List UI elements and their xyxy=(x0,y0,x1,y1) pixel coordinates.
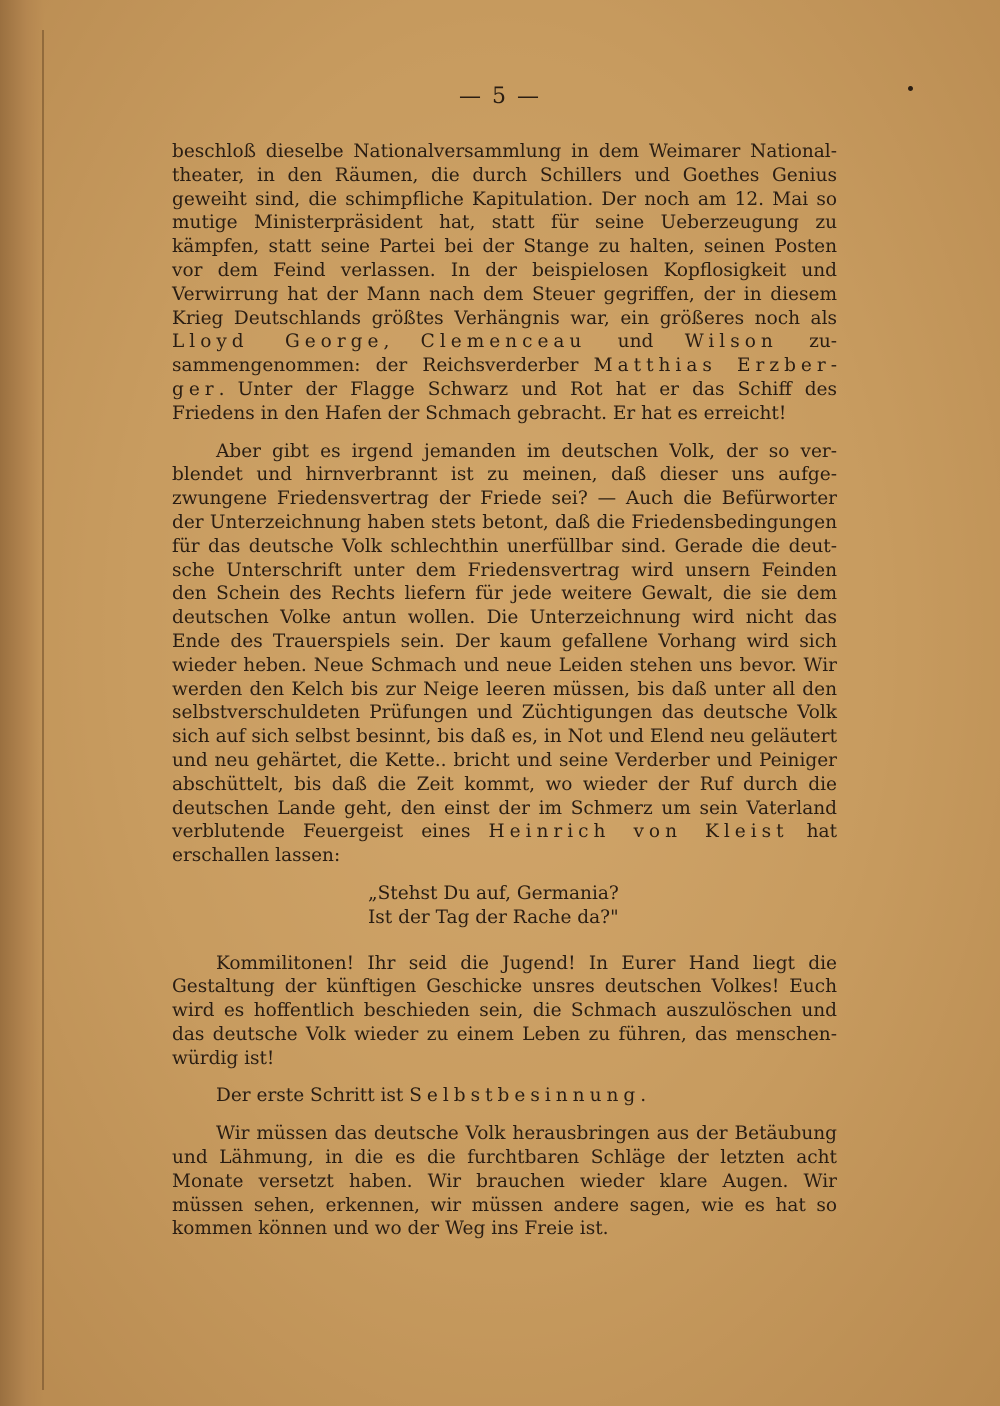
paragraph-5: Wir müssen das deutsche Volk herausbringen aus der Betäubung und Lähmung, in die es die furchtbaren Schläge der letzten acht Monate versetzt haben. Wir brauchen wieder klare Augen. Wir müssen sehen, erkennen, wir müssen andere sagen, wie es hat so kommen können und wo der Weg ins Freie ist. xyxy=(172,1123,837,1240)
paragraph-4-end: . xyxy=(640,1085,647,1107)
paragraph-1-part-e: . Unter der Flagge Schwarz und Rot hat er das Schiff des Friedens in den Hafen der Schmach gebracht. Er hat es erreicht! xyxy=(172,378,837,424)
paragraph-3: Kommilitonen! Ihr seid die Jugend! In Eurer Hand liegt die Gestaltung der künftigen Geschicke unsres deutschen Volkes! Euch wird es hoffentlich beschieden sein, die Schmach auszulöschen und das deutsche Volk wieder zu einem Leben zu führen, das menschenwürdig ist! xyxy=(172,952,837,1069)
paragraph-1-part-d: zusammengenommen: der Reichsverderber xyxy=(172,331,838,377)
word-selbstbesinnung: Selbstbesinnung xyxy=(409,1085,641,1107)
paragraph-1-part-a: beschloß dieselbe Nationalversammlung in dem Weimarer Nationaltheater, in den Räumen, die durch Schillers und Goethes Genius geweiht sind, die schimpfliche Kapitulation. Der noch am 12. Mai so mutige Ministerpräsident hat, statt für seine Ueberzeugung zu kämpfen, statt seine Partei bei der Stange zu halten, seinen Posten vor dem Feind verlassen. In der beispielosen Kopflosigkeit und Verwirrung hat der Mann nach dem Steuer gegriffen, der in diesem Krieg Deutschlands größtes Verhängnis war, ein größeres noch als xyxy=(172,141,837,329)
paragraph-2-end: hat erschallen lassen: xyxy=(172,821,838,867)
paragraph-2 xyxy=(172,440,837,868)
paragraph-2-text: Aber gibt es irgend jemanden im deutschen Volk, der so verblendet und hirnverbrannt ist zu meinen, daß dieser uns aufgezwungene Friedensvertrag der Friede sei? — Auch die Befürworter der Unterzeichnung haben stets betont, daß die Friedensbedingungen für das deutsche Volk schlechthin unerfüllbar sind. Gerade die deutsche Unterschrift unter dem Friedensvertrag wird unsern Feinden den Schein des Rechts liefern für jede weitere Gewalt, die sie dem deutschen Volke antun wollen. Die Unterzeichnung wird nicht das Ende des Trauerspiels sein. Der kaum gefallene Vorhang wird sich wieder heben. Neue Schmach und neue Leiden stehen uns bevor. Wir werden den Kelch bis zur Neige leeren müssen, bis daß unter all den selbstverschuldeten Prüfungen und Züchtigungen das deutsche Volk sich auf sich selbst besinnt, bis daß es, in Not und Elend neu geläutert und neu gehärtet, die Kette.. bricht und seine Verderber und Peiniger abschüttelt, bis daß die Zeit kommt, wo wieder der Ruf durch die deutschen Lande geht, den einst der im Schmerz um sein Vaterland verblutende Feuergeist eines xyxy=(172,440,837,843)
name-clemenceau: Clemenceau xyxy=(420,331,587,353)
name-wilson: Wilson xyxy=(684,331,778,353)
name-lloyd-george: Lloyd George xyxy=(172,331,384,353)
paragraph-1-part-b: , xyxy=(383,331,421,353)
paragraph-1 xyxy=(172,140,837,426)
quote-line-2: Ist der Tag der Rache da?" xyxy=(368,906,619,928)
binding-fold xyxy=(42,30,44,1390)
body-text xyxy=(172,140,837,1255)
page-number: — 5 — xyxy=(459,84,541,109)
kleist-quote xyxy=(172,882,837,930)
paragraph-4 xyxy=(172,1084,837,1108)
name-matthias-erzberger: Matthias Erzberger xyxy=(172,355,837,400)
name-heinrich-von-kleist: Heinrich von Kleist xyxy=(488,821,789,843)
paragraph-4-start: Der erste Schritt ist xyxy=(216,1085,410,1107)
paragraph-1-part-c: und xyxy=(586,331,685,353)
quote-line-1: „Stehst Du auf, Germania? xyxy=(368,882,619,904)
